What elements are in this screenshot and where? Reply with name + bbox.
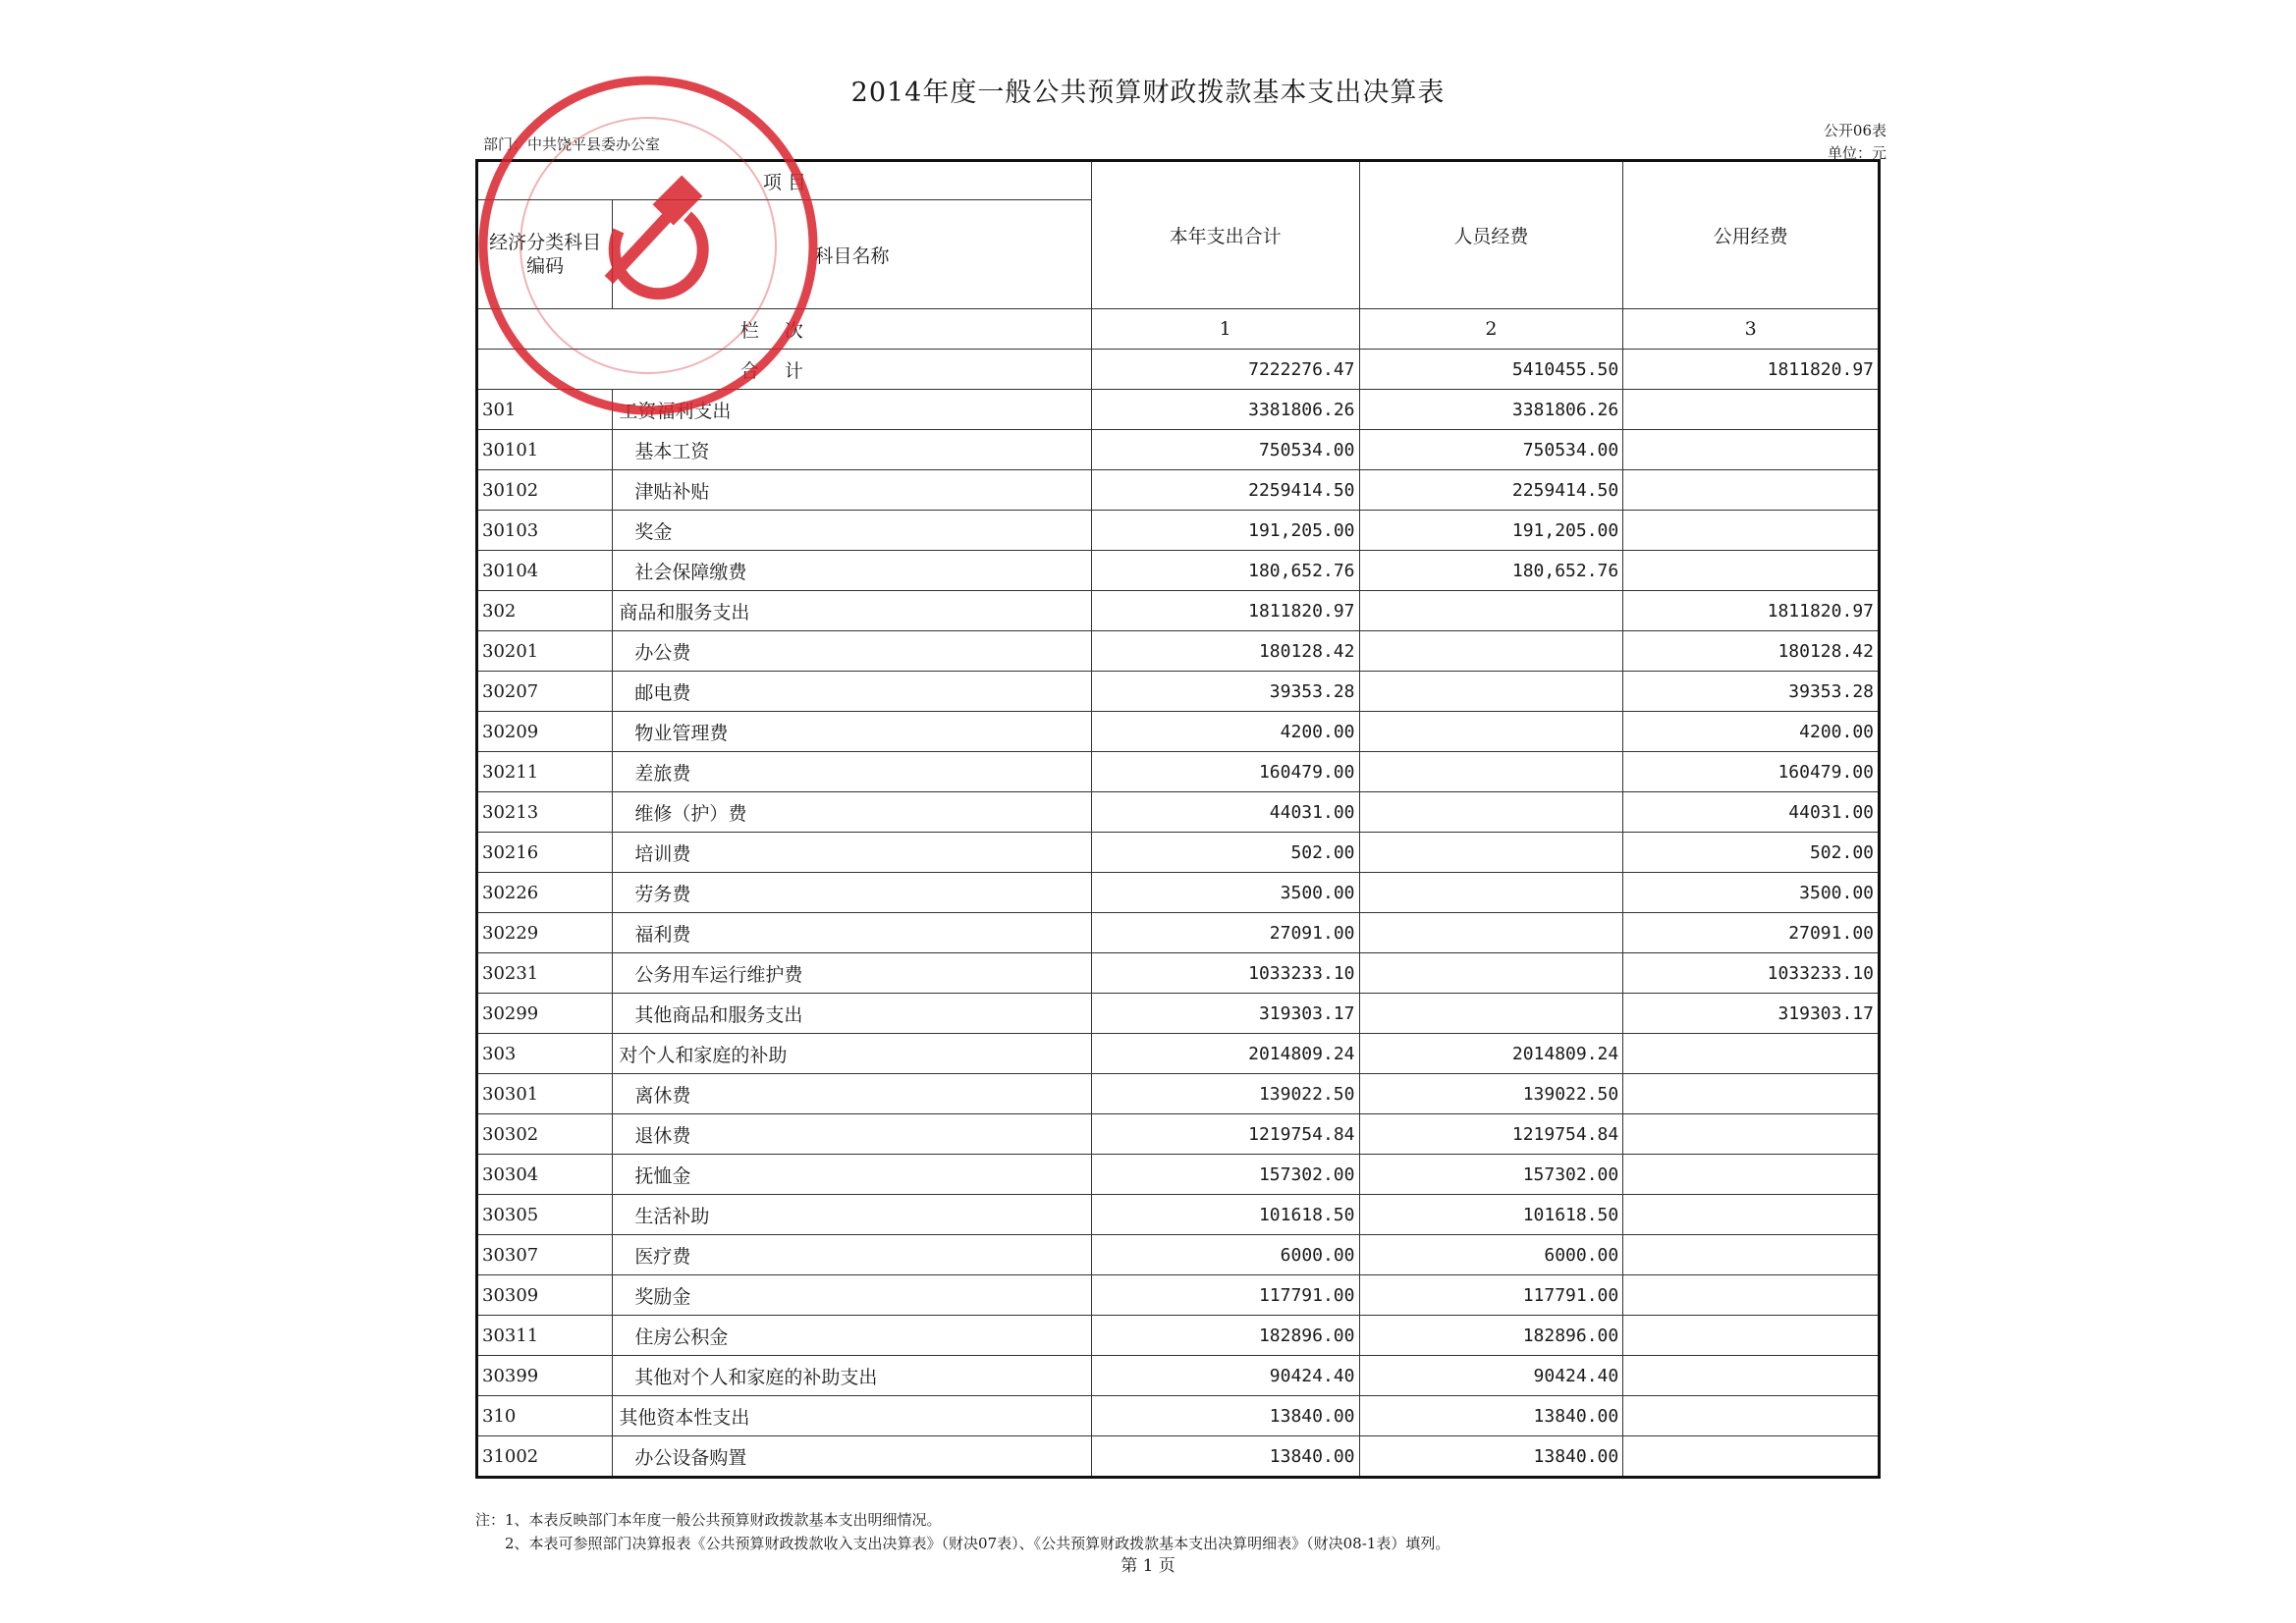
row-code: 30231 <box>477 953 613 994</box>
row-code: 30399 <box>477 1356 613 1396</box>
row-total: 44031.00 <box>1091 792 1359 833</box>
row-public: 502.00 <box>1623 833 1880 873</box>
page-title: 2014年度一般公共预算财政拨款基本支出决算表 <box>850 78 1446 108</box>
total-personnel: 5410455.50 <box>1359 350 1623 390</box>
row-name: 维修（护）费 <box>613 792 1091 833</box>
column-label: 栏次 <box>477 309 1092 350</box>
row-name: 其他商品和服务支出 <box>613 994 1091 1034</box>
row-name: 邮电费 <box>613 672 1091 712</box>
row-personnel: 182896.00 <box>1359 1316 1623 1356</box>
row-total: 750534.00 <box>1091 430 1359 470</box>
notes <box>475 1508 1449 1555</box>
subject-name-header: 科目名称 <box>613 200 1091 309</box>
row-total: 27091.00 <box>1091 913 1359 953</box>
row-name: 津贴补贴 <box>613 470 1091 511</box>
row-total: 1219754.84 <box>1091 1114 1359 1155</box>
row-name: 住房公积金 <box>613 1316 1091 1356</box>
table-row <box>477 591 1880 631</box>
row-public <box>1623 551 1880 591</box>
note-line-1: 注：1、本表反映部门本年度一般公共预算财政拨款基本支出明细情况。 <box>475 1511 942 1529</box>
row-code: 30104 <box>477 551 613 591</box>
row-public <box>1623 511 1880 551</box>
row-name: 其他资本性支出 <box>613 1396 1091 1436</box>
row-personnel: 117791.00 <box>1359 1275 1623 1316</box>
row-public <box>1623 390 1880 430</box>
row-total: 180128.42 <box>1091 631 1359 672</box>
row-total: 3500.00 <box>1091 873 1359 913</box>
row-code: 30305 <box>477 1195 613 1235</box>
table-row <box>477 1436 1880 1478</box>
row-public <box>1623 470 1880 511</box>
row-total: 157302.00 <box>1091 1155 1359 1195</box>
row-code: 30299 <box>477 994 613 1034</box>
row-personnel: 1219754.84 <box>1359 1114 1623 1155</box>
row-personnel <box>1359 631 1623 672</box>
col-total-header: 本年支出合计 <box>1091 161 1359 309</box>
row-public: 4200.00 <box>1623 712 1880 752</box>
row-name: 工资福利支出 <box>613 390 1091 430</box>
row-code: 30101 <box>477 430 613 470</box>
table-row <box>477 1356 1880 1396</box>
row-public <box>1623 1114 1880 1155</box>
econ-code-header: 经济分类科目编码 <box>477 200 613 309</box>
table-row <box>477 994 1880 1034</box>
row-personnel: 157302.00 <box>1359 1155 1623 1195</box>
col-personnel-header: 人员经费 <box>1359 161 1623 309</box>
note-line-2: 2、本表可参照部门决算报表《公共预算财政拨款收入支出决算表》（财决07表）、《公共预算财政拨款基本支出决算明细表》（财决08-1表）填列。 <box>475 1535 1450 1552</box>
row-total: 2014809.24 <box>1091 1034 1359 1074</box>
row-code: 30103 <box>477 511 613 551</box>
table-row <box>477 792 1880 833</box>
unit-label: 单位：元 <box>1827 144 1886 162</box>
row-code: 302 <box>477 591 613 631</box>
table-row <box>477 511 1880 551</box>
row-personnel: 90424.40 <box>1359 1356 1623 1396</box>
row-code: 301 <box>477 390 613 430</box>
row-name: 医疗费 <box>613 1235 1091 1275</box>
table-row <box>477 953 1880 994</box>
item-header: 项 目 <box>477 161 1092 200</box>
table-row <box>477 430 1880 470</box>
row-personnel: 2014809.24 <box>1359 1034 1623 1074</box>
row-public <box>1623 1275 1880 1316</box>
row-code: 30311 <box>477 1316 613 1356</box>
row-name: 商品和服务支出 <box>613 591 1091 631</box>
row-code: 30213 <box>477 792 613 833</box>
table-row <box>477 1155 1880 1195</box>
row-total: 117791.00 <box>1091 1275 1359 1316</box>
row-personnel <box>1359 994 1623 1034</box>
row-total: 139022.50 <box>1091 1074 1359 1114</box>
row-code: 30216 <box>477 833 613 873</box>
row-code: 31002 <box>477 1436 613 1478</box>
row-name: 奖金 <box>613 511 1091 551</box>
row-public <box>1623 1155 1880 1195</box>
row-name: 其他对个人和家庭的补助支出 <box>613 1356 1091 1396</box>
table-row <box>477 1275 1880 1316</box>
row-total: 2259414.50 <box>1091 470 1359 511</box>
row-total: 4200.00 <box>1091 712 1359 752</box>
table-row <box>477 1316 1880 1356</box>
row-total: 13840.00 <box>1091 1396 1359 1436</box>
row-total: 101618.50 <box>1091 1195 1359 1235</box>
row-code: 30229 <box>477 913 613 953</box>
row-public: 27091.00 <box>1623 913 1880 953</box>
row-personnel: 6000.00 <box>1359 1235 1623 1275</box>
row-name: 退休费 <box>613 1114 1091 1155</box>
col-index-2: 2 <box>1359 309 1623 350</box>
row-personnel: 13840.00 <box>1359 1436 1623 1478</box>
row-personnel: 191,205.00 <box>1359 511 1623 551</box>
row-code: 30211 <box>477 752 613 792</box>
total-public: 1811820.97 <box>1623 350 1880 390</box>
row-public: 44031.00 <box>1623 792 1880 833</box>
row-code: 30302 <box>477 1114 613 1155</box>
row-personnel <box>1359 672 1623 712</box>
table-row <box>477 873 1880 913</box>
row-public: 39353.28 <box>1623 672 1880 712</box>
row-personnel <box>1359 913 1623 953</box>
row-total: 1033233.10 <box>1091 953 1359 994</box>
row-personnel <box>1359 833 1623 873</box>
row-public <box>1623 1396 1880 1436</box>
col-public-header: 公用经费 <box>1623 161 1880 309</box>
row-code: 30309 <box>477 1275 613 1316</box>
row-total: 13840.00 <box>1091 1436 1359 1478</box>
row-name: 社会保障缴费 <box>613 551 1091 591</box>
row-personnel: 2259414.50 <box>1359 470 1623 511</box>
row-personnel: 139022.50 <box>1359 1074 1623 1114</box>
row-code: 30226 <box>477 873 613 913</box>
row-total: 160479.00 <box>1091 752 1359 792</box>
table-row <box>477 712 1880 752</box>
row-personnel: 13840.00 <box>1359 1396 1623 1436</box>
row-total: 319303.17 <box>1091 994 1359 1034</box>
row-public <box>1623 1235 1880 1275</box>
table-row <box>477 913 1880 953</box>
row-name: 办公费 <box>613 631 1091 672</box>
row-public <box>1623 1074 1880 1114</box>
col-index-1: 1 <box>1091 309 1359 350</box>
table-row <box>477 1034 1880 1074</box>
row-code: 30307 <box>477 1235 613 1275</box>
row-total: 3381806.26 <box>1091 390 1359 430</box>
row-name: 福利费 <box>613 913 1091 953</box>
row-personnel <box>1359 752 1623 792</box>
official-seal <box>471 69 825 422</box>
table-row <box>477 1074 1880 1114</box>
total-label: 合计 <box>477 350 1092 390</box>
row-public: 160479.00 <box>1623 752 1880 792</box>
row-public <box>1623 1356 1880 1396</box>
row-name: 对个人和家庭的补助 <box>613 1034 1091 1074</box>
table-row <box>477 631 1880 672</box>
table-code: 公开06表 <box>1823 122 1886 139</box>
row-personnel: 3381806.26 <box>1359 390 1623 430</box>
table-row <box>477 672 1880 712</box>
row-personnel: 101618.50 <box>1359 1195 1623 1235</box>
row-personnel: 180,652.76 <box>1359 551 1623 591</box>
row-name: 物业管理费 <box>613 712 1091 752</box>
row-total: 6000.00 <box>1091 1235 1359 1275</box>
row-total: 1811820.97 <box>1091 591 1359 631</box>
row-name: 办公设备购置 <box>613 1436 1091 1478</box>
row-name: 公务用车运行维护费 <box>613 953 1091 994</box>
table-row <box>477 1114 1880 1155</box>
row-total: 191,205.00 <box>1091 511 1359 551</box>
row-total: 90424.40 <box>1091 1356 1359 1396</box>
row-personnel <box>1359 873 1623 913</box>
row-public: 3500.00 <box>1623 873 1880 913</box>
row-name: 劳务费 <box>613 873 1091 913</box>
row-personnel <box>1359 792 1623 833</box>
row-code: 30301 <box>477 1074 613 1114</box>
row-code: 30209 <box>477 712 613 752</box>
row-code: 30304 <box>477 1155 613 1195</box>
row-total: 182896.00 <box>1091 1316 1359 1356</box>
row-name: 奖励金 <box>613 1275 1091 1316</box>
table-row <box>477 833 1880 873</box>
row-public: 1033233.10 <box>1623 953 1880 994</box>
col-index-3: 3 <box>1623 309 1880 350</box>
row-public <box>1623 1034 1880 1074</box>
department-label: 部门：中共饶平县委办公室 <box>483 135 661 153</box>
row-name: 差旅费 <box>613 752 1091 792</box>
row-name: 基本工资 <box>613 430 1091 470</box>
row-code: 303 <box>477 1034 613 1074</box>
row-total: 39353.28 <box>1091 672 1359 712</box>
table-row <box>477 551 1880 591</box>
row-total: 180,652.76 <box>1091 551 1359 591</box>
row-code: 30207 <box>477 672 613 712</box>
table-row <box>477 1195 1880 1235</box>
page-number: 第 1 页 <box>1121 1556 1175 1576</box>
table-row <box>477 1235 1880 1275</box>
table-row <box>477 752 1880 792</box>
row-code: 30201 <box>477 631 613 672</box>
row-public <box>1623 1436 1880 1478</box>
row-code: 310 <box>477 1396 613 1436</box>
hammer-sickle-icon <box>609 184 703 294</box>
row-personnel: 750534.00 <box>1359 430 1623 470</box>
table-row <box>477 470 1880 511</box>
row-name: 离休费 <box>613 1074 1091 1114</box>
total-amount: 7222276.47 <box>1091 350 1359 390</box>
row-public <box>1623 1195 1880 1235</box>
row-personnel <box>1359 591 1623 631</box>
row-public: 319303.17 <box>1623 994 1880 1034</box>
row-personnel <box>1359 953 1623 994</box>
row-public: 180128.42 <box>1623 631 1880 672</box>
row-public <box>1623 1316 1880 1356</box>
row-name: 生活补助 <box>613 1195 1091 1235</box>
row-name: 抚恤金 <box>613 1155 1091 1195</box>
row-total: 502.00 <box>1091 833 1359 873</box>
row-code: 30102 <box>477 470 613 511</box>
row-personnel <box>1359 712 1623 752</box>
row-public: 1811820.97 <box>1623 591 1880 631</box>
table-row <box>477 1396 1880 1436</box>
row-public <box>1623 430 1880 470</box>
row-name: 培训费 <box>613 833 1091 873</box>
